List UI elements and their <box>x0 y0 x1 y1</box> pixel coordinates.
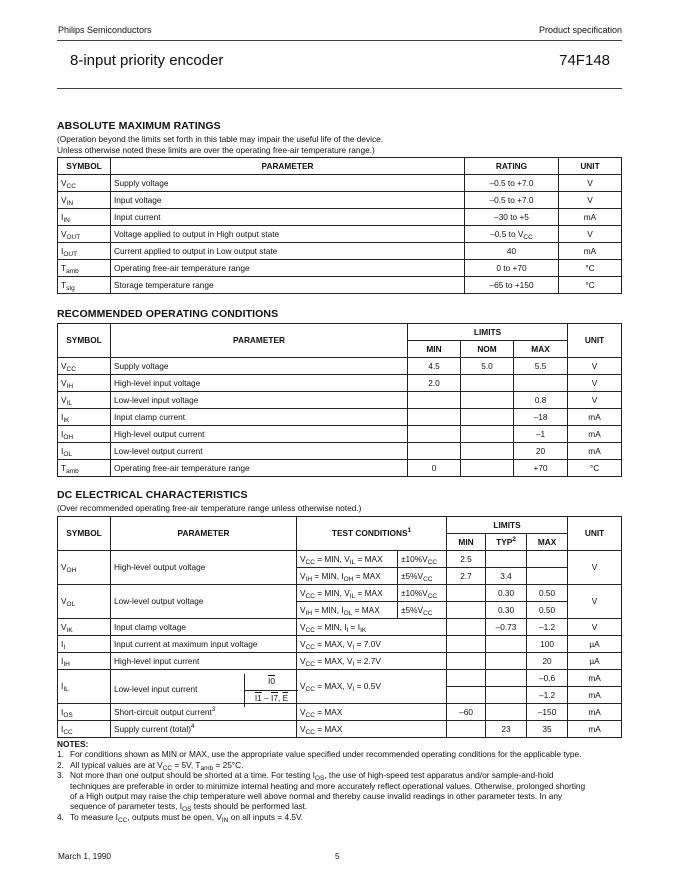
nom-cell <box>461 409 514 426</box>
roc-table <box>57 323 622 477</box>
col-typ: TYP$^2$ <box>486 534 527 551</box>
table-row <box>58 192 622 209</box>
min-cell: –60 <box>447 704 486 721</box>
unit-cell: mA <box>568 704 622 721</box>
min-cell <box>447 585 486 602</box>
parameter-cell: Supply current (total)$^4$ <box>111 721 297 738</box>
min-cell: 2.7 <box>447 568 486 585</box>
test-condition-cell: $V_{CC}$ = MIN, $I_I = I_{IK}$ <box>297 619 447 636</box>
tolerance-cell: $\pm 5\%V_{CC}$ <box>398 568 447 585</box>
header-rule <box>57 40 622 41</box>
table-row <box>58 443 622 460</box>
test-condition-cell: $V_{CC}$ = MAX <box>297 721 447 738</box>
nom-cell <box>461 375 514 392</box>
iil-parameter-overlay <box>110 674 300 707</box>
tolerance-cell: $\pm 10\%V_{CC}$ <box>398 551 447 568</box>
rating-cell: –65 to +150 <box>465 277 559 294</box>
min-cell <box>408 392 461 409</box>
parameter-cell: Input current at maximum input voltage <box>111 636 297 653</box>
rating-cell: –30 to +5 <box>465 209 559 226</box>
min-cell <box>408 426 461 443</box>
min-cell <box>408 443 461 460</box>
test-condition-cell: $V_{CC}$ = MAX, $V_I = 7.0V$ <box>297 636 447 653</box>
page-title: 8-input priority encoder <box>70 52 224 69</box>
parameter-cell: Input voltage <box>111 192 465 209</box>
iil-input-i0: I0 <box>244 674 298 691</box>
max-cell: –150 <box>527 704 568 721</box>
min-cell: 0 <box>408 460 461 477</box>
col-unit: UNIT <box>568 324 622 358</box>
table-row <box>58 636 622 653</box>
nom-cell <box>461 426 514 443</box>
symbol-cell: $I_{OS}$ <box>58 704 111 721</box>
col-limits: LIMITS <box>408 324 568 341</box>
unit-cell: °C <box>559 260 622 277</box>
table-row <box>58 375 622 392</box>
nom-cell <box>461 443 514 460</box>
nom-cell <box>461 392 514 409</box>
test-condition-cell: $V_{CC}$ = MAX <box>297 704 447 721</box>
unit-cell: mA <box>568 687 622 704</box>
symbol-cell: $T_{amb}$ <box>58 260 111 277</box>
min-cell: 2.5 <box>447 551 486 568</box>
unit-cell: mA <box>568 721 622 738</box>
typ-cell: 0.30 <box>486 585 527 602</box>
title-rule <box>57 88 622 89</box>
col-symbol: SYMBOL <box>58 324 111 358</box>
parameter-cell: Input clamp voltage <box>111 619 297 636</box>
symbol-cell: $I_{IL}$ <box>58 670 111 704</box>
test-condition-cell: $V_{IH}$ = MIN, $I_{OH}$ = MAX <box>297 568 398 585</box>
unit-cell: mA <box>568 443 622 460</box>
test-condition-cell: $V_{CC}$ = MAX, $V_I = 2.7V$ <box>297 653 447 670</box>
max-cell: –1.2 <box>527 619 568 636</box>
table-row <box>58 358 622 375</box>
unit-cell: V <box>568 392 622 409</box>
header-doc-type: Product specification <box>538 25 622 35</box>
parameter-cell: Low-level output current <box>111 443 408 460</box>
footer-date: March 1, 1990 <box>58 851 112 861</box>
typ-cell: –0.73 <box>486 619 527 636</box>
col-parameter: PARAMETER <box>111 324 408 358</box>
table-row <box>58 653 622 670</box>
symbol-cell: $T_{amb}$ <box>58 460 111 477</box>
table-row <box>58 277 622 294</box>
min-cell: 4.5 <box>408 358 461 375</box>
test-condition-cell: $V_{CC}$ = MIN, $V_{IL}$ = MAX <box>297 585 398 602</box>
max-cell: 5.5 <box>514 358 568 375</box>
symbol-cell: $I_{IK}$ <box>58 409 111 426</box>
table-row <box>58 209 622 226</box>
header-company: Philips Semiconductors <box>58 25 152 35</box>
max-cell: 100 <box>527 636 568 653</box>
tolerance-cell: $\pm 5\%V_{CC}$ <box>398 602 447 619</box>
notes-section <box>57 739 627 822</box>
unit-cell: mA <box>559 243 622 260</box>
unit-cell: °C <box>568 460 622 477</box>
max-cell: +70 <box>514 460 568 477</box>
symbol-cell: $V_{IL}$ <box>58 392 111 409</box>
symbol-cell: $T_{stg}$ <box>58 277 111 294</box>
symbol-cell: $V_{CC}$ <box>58 358 111 375</box>
parameter-cell: Supply voltage <box>111 358 408 375</box>
amr-note-1: (Operation beyond the limits set forth in this table may impair the useful life of the device. <box>57 134 384 144</box>
parameter-cell: Input clamp current <box>111 409 408 426</box>
typ-cell <box>486 636 527 653</box>
table-row <box>58 226 622 243</box>
typ-cell: 3.4 <box>486 568 527 585</box>
max-cell: –1.2 <box>527 687 568 704</box>
parameter-cell: Current applied to output in Low output state <box>111 243 465 260</box>
parameter-cell: Low-level output voltage <box>111 585 297 619</box>
footer-page-number: 5 <box>335 851 340 861</box>
symbol-cell: $V_{OUT}$ <box>58 226 111 243</box>
typ-cell <box>486 704 527 721</box>
max-cell: 20 <box>514 443 568 460</box>
unit-cell: V <box>559 175 622 192</box>
note-3: 3. Not more than one output should be shorted at a time. For testing $I_{OS}$, the use of high-speed test apparatus and/or sample-and-hold techniques are preferable in order to minimize internal heating and more accurately reflect operational values. Otherwise, prolonged shorting of a High output may raise the chip temperature well above normal and thereby cause invalid readings in other parameter tests. In any sequence of parameter tests, $I_{OS}$ tests should be performed last. <box>57 770 586 814</box>
unit-cell: mA <box>559 209 622 226</box>
unit-cell: V <box>568 585 622 619</box>
unit-cell: µA <box>568 653 622 670</box>
table-row <box>58 551 622 568</box>
min-cell <box>447 653 486 670</box>
col-symbol: SYMBOL <box>58 158 111 175</box>
symbol-cell: $I_{CC}$ <box>58 721 111 738</box>
max-cell <box>527 568 568 585</box>
symbol-cell: $V_{IH}$ <box>58 375 111 392</box>
amr-heading: ABSOLUTE MAXIMUM RATINGS <box>57 120 221 132</box>
table-row <box>58 721 622 738</box>
unit-cell: mA <box>568 426 622 443</box>
max-cell: 0.8 <box>514 392 568 409</box>
col-test-conditions: TEST CONDITIONS$^1$ <box>297 517 447 551</box>
typ-cell <box>486 551 527 568</box>
col-nom: NOM <box>461 341 514 358</box>
parameter-cell: High-level output voltage <box>111 551 297 585</box>
note-4: 4. To measure $I_{CC}$, outputs must be open, $V_{IN}$ on all inputs = 4.5V. <box>57 811 304 824</box>
min-cell <box>447 670 486 687</box>
iil-input-i1-i7: I1 – I7, $\overline{E}$ <box>244 691 298 707</box>
symbol-cell: $V_{OL}$ <box>58 585 111 619</box>
max-cell: 35 <box>527 721 568 738</box>
typ-cell: 23 <box>486 721 527 738</box>
typ-cell <box>486 687 527 704</box>
max-cell <box>527 551 568 568</box>
symbol-cell: $I_I$ <box>58 636 111 653</box>
parameter-cell: Voltage applied to output in High output state <box>111 226 465 243</box>
symbol-cell: $I_{IN}$ <box>58 209 111 226</box>
rating-cell: 40 <box>465 243 559 260</box>
table-row <box>58 243 622 260</box>
parameter-cell: Low-level input voltage <box>111 392 408 409</box>
typ-cell <box>486 653 527 670</box>
min-cell: 2.0 <box>408 375 461 392</box>
test-condition-cell: $V_{CC}$ = MIN, $V_{IL}$ = MAX <box>297 551 398 568</box>
min-cell <box>447 602 486 619</box>
table-row <box>58 585 622 602</box>
parameter-cell: High-level output current <box>111 426 408 443</box>
col-parameter: PARAMETER <box>111 158 465 175</box>
unit-cell: V <box>568 551 622 585</box>
nom-cell: 5.0 <box>461 358 514 375</box>
max-cell: 20 <box>527 653 568 670</box>
dc-note: (Over recommended operating free-air temperature range unless otherwise noted.) <box>57 503 362 513</box>
min-cell <box>408 409 461 426</box>
max-cell: 0.50 <box>527 585 568 602</box>
unit-cell: µA <box>568 636 622 653</box>
max-cell: –1 <box>514 426 568 443</box>
symbol-cell: $V_{OH}$ <box>58 551 111 585</box>
parameter-cell: High-level input voltage <box>111 375 408 392</box>
amr-note-2: Unless otherwise noted these limits are over the operating free-air temperature range.) <box>57 145 375 155</box>
typ-cell: 0.30 <box>486 602 527 619</box>
min-cell <box>447 687 486 704</box>
note-2: 2. All typical values are at $V_{CC} = 5V$, $T_{amb} = 25^\circ C$. <box>57 759 244 772</box>
unit-cell: V <box>568 375 622 392</box>
unit-cell: °C <box>559 277 622 294</box>
unit-cell: V <box>568 358 622 375</box>
parameter-cell: Operating free-air temperature range <box>111 460 408 477</box>
test-condition-cell: $V_{CC}$ = MAX, $V_I = 0.5V$ <box>297 670 447 704</box>
unit-cell: V <box>568 619 622 636</box>
symbol-cell: $I_{OH}$ <box>58 426 111 443</box>
rating-cell: –0.5 to +7.0 <box>465 192 559 209</box>
max-cell: –18 <box>514 409 568 426</box>
parameter-cell: High-level input current <box>111 653 297 670</box>
symbol-cell: $I_{OUT}$ <box>58 243 111 260</box>
table-row <box>58 260 622 277</box>
parameter-cell: Operating free-air temperature range <box>111 260 465 277</box>
max-cell: 0.50 <box>527 602 568 619</box>
parameter-cell: Short-circuit output current$^3$ <box>111 704 297 721</box>
col-max: MAX <box>514 341 568 358</box>
col-min: MIN <box>408 341 461 358</box>
col-min: MIN <box>447 534 486 551</box>
table-row <box>58 426 622 443</box>
unit-cell: V <box>559 226 622 243</box>
symbol-cell: $V_{IN}$ <box>58 192 111 209</box>
min-cell <box>447 636 486 653</box>
col-max: MAX <box>527 534 568 551</box>
rating-cell: 0 to +70 <box>465 260 559 277</box>
parameter-cell: Input current <box>111 209 465 226</box>
symbol-cell: $V_{CC}$ <box>58 175 111 192</box>
tolerance-cell: $\pm 10\%V_{CC}$ <box>398 585 447 602</box>
max-cell <box>514 375 568 392</box>
min-cell <box>447 619 486 636</box>
test-condition-cell: $V_{IH}$ = MIN, $I_{OL}$ = MAX <box>297 602 398 619</box>
parameter-cell: Storage temperature range <box>111 277 465 294</box>
table-row <box>58 409 622 426</box>
unit-cell: mA <box>568 409 622 426</box>
iil-parameter-label: Low-level input current <box>114 684 198 694</box>
typ-cell <box>486 670 527 687</box>
rating-cell: –0.5 to $V_{CC}$ <box>465 226 559 243</box>
table-row <box>58 392 622 409</box>
col-limits: LIMITS <box>447 517 568 534</box>
col-unit: UNIT <box>568 517 622 551</box>
col-parameter: PARAMETER <box>111 517 297 551</box>
roc-heading: RECOMMENDED OPERATING CONDITIONS <box>57 308 279 320</box>
col-rating: RATING <box>465 158 559 175</box>
part-number: 74F148 <box>559 52 610 69</box>
table-row <box>58 175 622 192</box>
amr-table <box>57 157 622 294</box>
symbol-cell: $I_{IH}$ <box>58 653 111 670</box>
table-row <box>58 619 622 636</box>
min-cell <box>447 721 486 738</box>
symbol-cell: $I_{OL}$ <box>58 443 111 460</box>
max-cell: –0.6 <box>527 670 568 687</box>
table-row <box>58 460 622 477</box>
unit-cell: mA <box>568 670 622 687</box>
dc-heading: DC ELECTRICAL CHARACTERISTICS <box>57 489 248 501</box>
notes-title: NOTES: <box>57 739 89 749</box>
note-1: 1. For conditions shown as MIN or MAX, use the appropriate value specified under recommended operating conditions for the applicable type. <box>57 749 582 760</box>
nom-cell <box>461 460 514 477</box>
parameter-cell: Supply voltage <box>111 175 465 192</box>
unit-cell: V <box>559 192 622 209</box>
col-symbol: SYMBOL <box>58 517 111 551</box>
symbol-cell: $V_{IK}$ <box>58 619 111 636</box>
col-unit: UNIT <box>559 158 622 175</box>
rating-cell: –0.5 to +7.0 <box>465 175 559 192</box>
